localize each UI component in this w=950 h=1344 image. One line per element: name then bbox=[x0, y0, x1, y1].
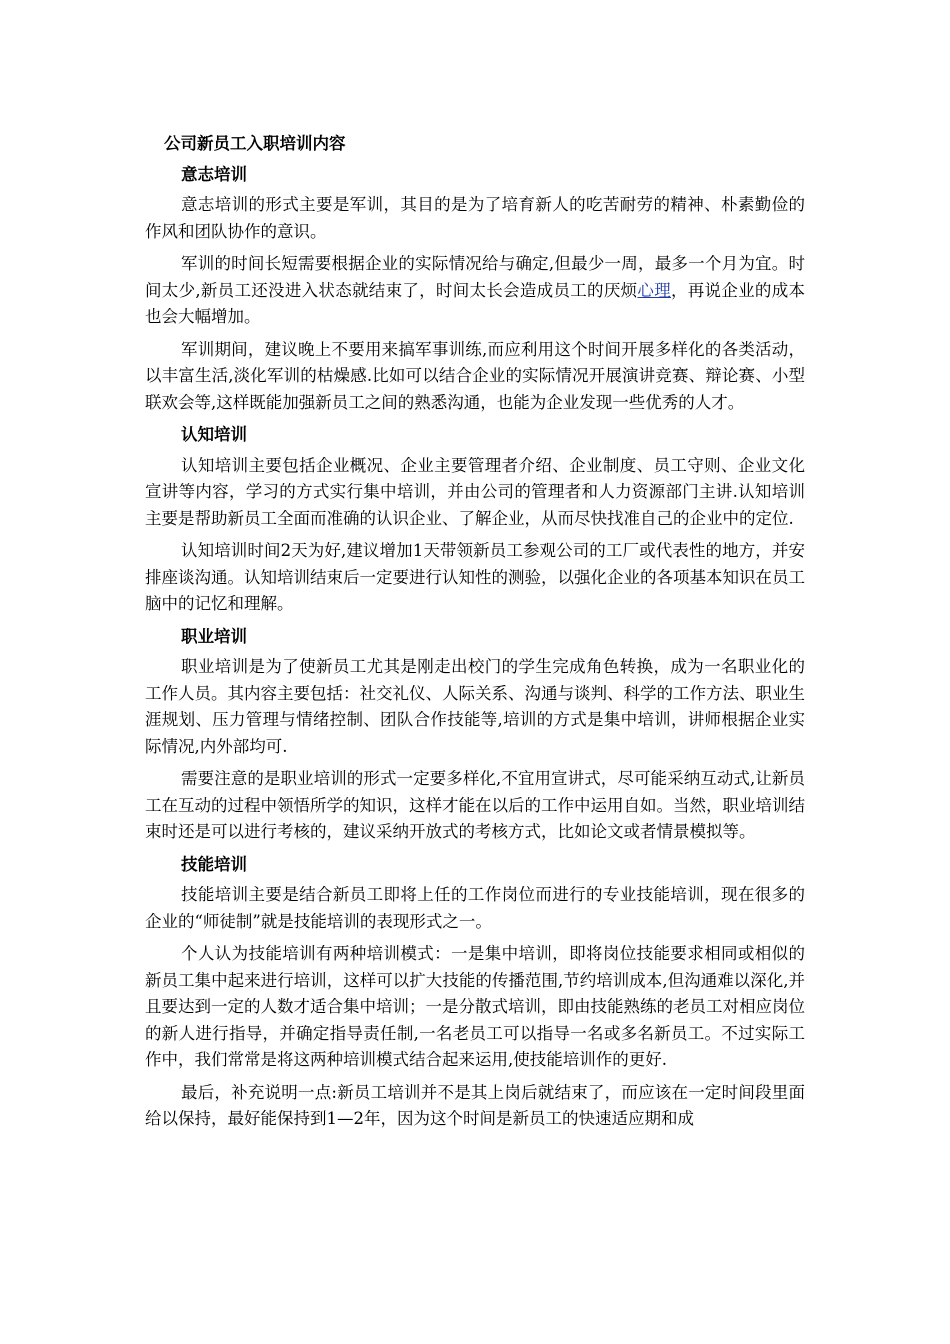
paragraph-text: 军训的时间长短需要根据企业的实际情况给与确定,但最少一周，最多一个月为宜。时间太少,新员工还没进入状态就结束了，时间太长会造成员工的厌烦 bbox=[145, 254, 805, 300]
paragraph: 需要注意的是职业培训的形式一定要多样化,不宜用宣讲式，尽可能采纳互动式,让新员工在互动的过程中领悟所学的知识，这样才能在以后的工作中运用自如。当然，职业培训结束时还是可以进行考核的，建议采纳开放式的考核方式，比如论文或者情景模拟等。 bbox=[145, 769, 805, 841]
paragraph-text: ，再说企业的成本也会大幅增加。 bbox=[145, 280, 806, 326]
paragraph: 技能培训主要是结合新员工即将上任的工作岗位而进行的专业技能培训，现在很多的企业的“师徒制”就是技能培训的表现形式之一。 bbox=[145, 885, 805, 931]
section-skill-training bbox=[145, 852, 805, 1133]
section-professional-training bbox=[145, 624, 805, 846]
document-page bbox=[145, 131, 805, 1139]
paragraph: 意志培训的形式主要是军训，其目的是为了培育新人的吃苦耐劳的精神、朴素勤俭的作风和团队协作的意识。 bbox=[145, 195, 805, 241]
document-title: 公司新员工入职培训内容 bbox=[164, 134, 346, 153]
paragraph: 职业培训是为了使新员工尤其是刚走出校门的学生完成角色转换，成为一名职业化的工作人员。其内容主要包括：社交礼仪、人际关系、沟通与谈判、科学的工作方法、职业生涯规划、压力管理与情绪控制、团队合作技能等,培训的方式是集中培训，讲师根据企业实际情况,内外部均可. bbox=[145, 657, 805, 756]
paragraph: 认知培训时间2天为好,建议增加1天带领新员工参观公司的工厂或代表性的地方，并安排座谈沟通。认知培训结束后一定要进行认知性的测验，以强化企业的各项基本知识在员工脑中的记忆和理解。 bbox=[145, 541, 805, 613]
paragraph: 最后，补充说明一点:新员工培训并不是其上岗后就结束了，而应该在一定时间段里面给以保持，最好能保持到1—2年，因为这个时间是新员工的快速适应期和成 bbox=[145, 1082, 805, 1128]
section-heading: 职业培训 bbox=[181, 626, 247, 646]
section-heading: 意志培训 bbox=[181, 164, 247, 184]
section-cognitive-training bbox=[145, 422, 805, 618]
psychology-link[interactable]: 心理 bbox=[637, 280, 671, 300]
paragraph: 军训期间，建议晚上不要用来搞军事训练,而应利用这个时间开展多样化的各类活动，以丰富生活,淡化军训的枯燥感.比如可以结合企业的实际情况开展演讲竞赛、辩论赛、小型联欢会等,这样既能加强新员工之间的熟悉沟通，也能为企业发现一些优秀的人才。 bbox=[145, 339, 805, 412]
paragraph bbox=[145, 251, 805, 331]
paragraph: 认知培训主要包括企业概况、企业主要管理者介绍、企业制度、员工守则、企业文化宣讲等内容，学习的方式实行集中培训，并由公司的管理者和人力资源部门主讲.认知培训主要是帮助新员工全面而准确的认识企业、了解企业，从而尽快找准自己的企业中的定位. bbox=[145, 455, 805, 528]
paragraph: 个人认为技能培训有两种培训模式：一是集中培训，即将岗位技能要求相同或相似的新员工集中起来进行培训，这样可以扩大技能的传播范围,节约培训成本,但沟通难以深化,并且要达到一定的人数才适合集中培训；一是分散式培训，即由技能熟练的老员工对相应岗位的新人进行指导，并确定指导责任制,一名老员工可以指导一名或多名新员工。不过实际工作中，我们常常是将这两种培训模式结合起来运用,使技能培训作的更好. bbox=[145, 944, 805, 1069]
section-heading: 技能培训 bbox=[181, 854, 247, 874]
section-heading: 认知培训 bbox=[181, 425, 247, 444]
section-willpower-training bbox=[145, 162, 805, 417]
